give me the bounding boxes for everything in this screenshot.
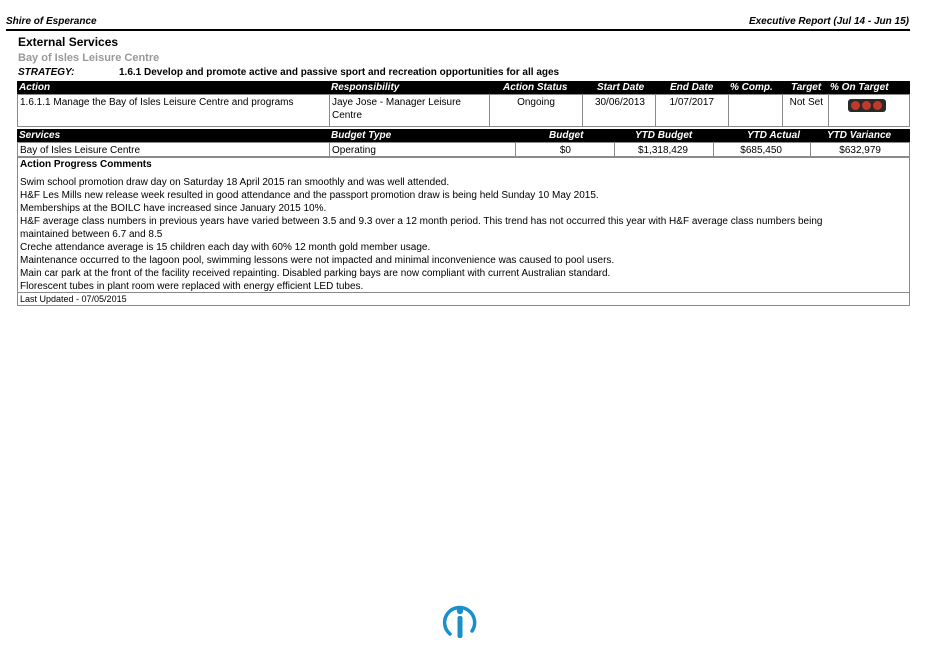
col-on-target: % On Target	[830, 82, 889, 93]
comment-line: Maintenance occurred to the lagoon pool, swimming lessons were not impacted and minimal inconvenience was caused to pool users.	[20, 255, 615, 266]
comment-line: Main car park at the front of the facility received repainting. Disabled parking bays are now compliant with current Australian standard.	[20, 268, 611, 279]
col-comp: % Comp.	[730, 82, 773, 93]
comments-title: Action Progress Comments	[20, 159, 152, 170]
last-updated: Last Updated - 07/05/2015	[17, 293, 910, 306]
comment-line: H&F Les Mills new release week resulted in good attendance and the passport promotion draw is being held Sunday 10 May 2015.	[20, 190, 599, 201]
comment-line: Swim school promotion draw day on Saturday 18 April 2015 ran smoothly and was well attended.	[20, 177, 450, 188]
start-date-cell: 30/06/2013	[583, 95, 656, 126]
col-services: Services	[19, 130, 61, 141]
ytd-actual-cell: $685,450	[714, 143, 811, 156]
responsibility-line-2: Centre	[332, 110, 363, 121]
services-row	[17, 142, 910, 157]
col-ytd-budget: YTD Budget	[635, 130, 693, 141]
strategy-label: STRATEGY:	[18, 67, 75, 78]
col-end-date: End Date	[670, 82, 714, 93]
services-header-bar	[17, 129, 910, 142]
service-name-cell: Bay of Isles Leisure Centre	[18, 143, 330, 156]
col-ytd-variance: YTD Variance	[827, 130, 892, 141]
budget-type-cell: Operating	[330, 143, 516, 156]
subsection-title: Bay of Isles Leisure Centre	[18, 52, 160, 64]
target-cell: Not Set	[783, 95, 829, 126]
ytd-budget-cell: $1,318,429	[615, 143, 714, 156]
comment-line: Creche attendance average is 15 children each day with 60% 12 month gold member usage.	[20, 242, 431, 253]
col-target: Target	[791, 82, 822, 93]
action-row	[17, 94, 910, 127]
budget-cell: $0	[516, 143, 615, 156]
traffic-light-1	[851, 101, 860, 110]
comment-line: Florescent tubes in plant room were replaced with energy efficient LED tubes.	[20, 281, 364, 292]
report-title: Executive Report (Jul 14 - Jun 15)	[748, 16, 909, 27]
traffic-light-3	[873, 101, 882, 110]
action-header-bar	[17, 81, 910, 94]
action-cell: 1.6.1.1 Manage the Bay of Isles Leisure Centre and programs	[18, 95, 330, 126]
col-budget: Budget	[549, 130, 584, 141]
comment-line: H&F average class numbers in previous years have varied between 3.5 and 9.3 over a 12 month period. This trend has not occurred this year with H&F average class numbers being	[20, 216, 823, 227]
col-action: Action	[19, 82, 51, 93]
col-ytd-actual: YTD Actual	[747, 130, 800, 141]
ytd-variance-cell: $632,979	[839, 145, 881, 156]
strategy-text: 1.6.1 Develop and promote active and passive sport and recreation opportunities for all ages	[119, 67, 560, 78]
end-date-cell: 1/07/2017	[656, 95, 729, 126]
status-cell: Ongoing	[490, 95, 583, 126]
col-responsibility: Responsibility	[331, 82, 400, 93]
org-name: Shire of Esperance	[6, 16, 97, 27]
comment-line: maintained between 6.7 and 8.5	[20, 229, 163, 240]
col-budget-type: Budget Type	[331, 130, 392, 141]
col-start-date: Start Date	[597, 82, 645, 93]
comment-line: Memberships at the BOILC have increased since January 2015 10%.	[20, 203, 327, 214]
traffic-light-2	[862, 101, 871, 110]
comp-cell	[729, 95, 783, 126]
i-logo-icon	[440, 604, 480, 640]
header-rule	[6, 29, 910, 31]
responsibility-line-1: Jaye Jose - Manager Leisure	[332, 97, 461, 108]
col-action-status: Action Status	[503, 82, 568, 93]
traffic-light-icon	[848, 99, 886, 112]
section-title: External Services	[18, 35, 119, 49]
responsibility-cell	[330, 95, 490, 126]
progress-comments	[17, 157, 910, 293]
